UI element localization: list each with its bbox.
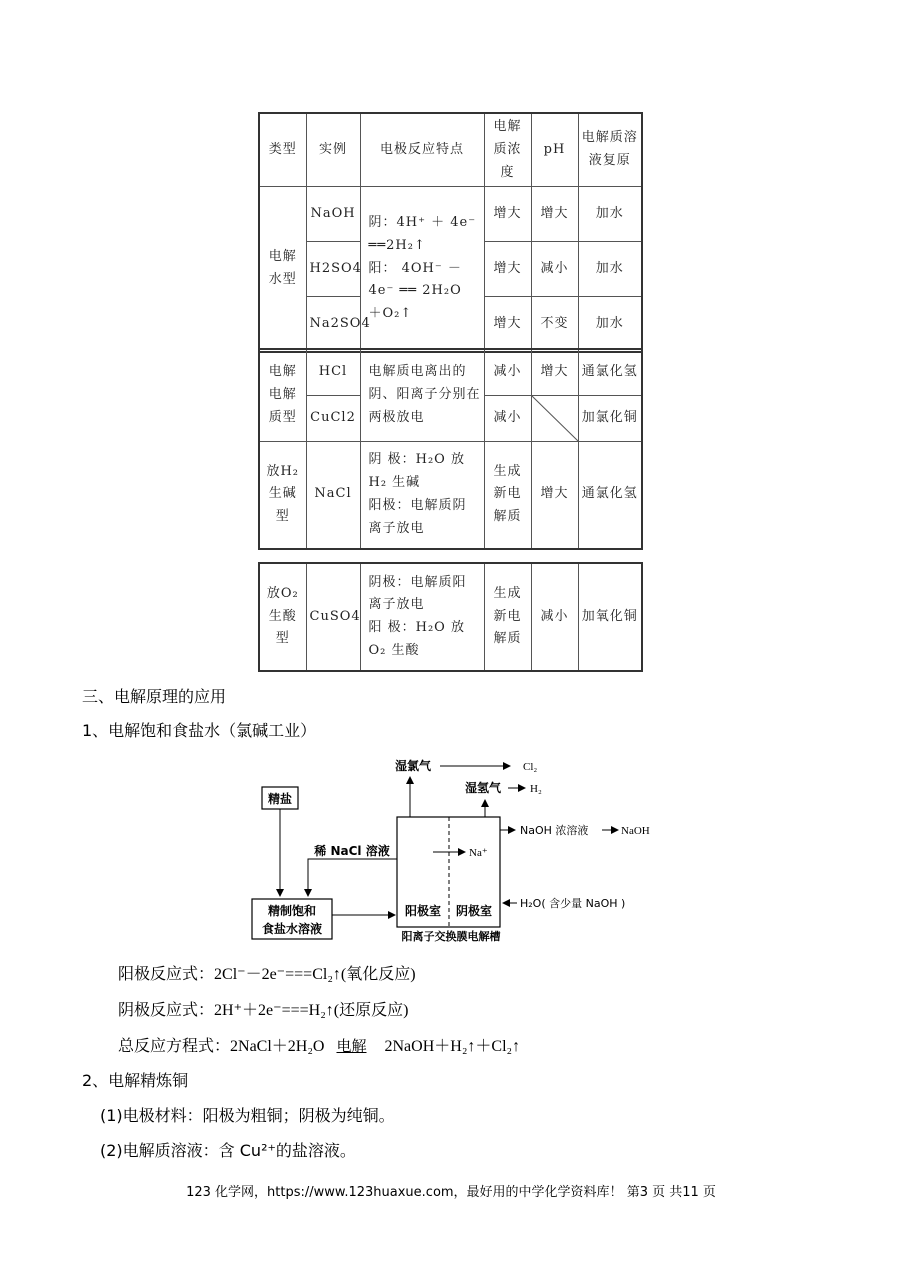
restore-cell: 通氯化氢 [578,349,642,395]
header-restore: 电解质溶液复原 [578,113,642,187]
reaction-line: ══2H₂↑ [368,237,426,253]
reaction-cell [360,441,484,549]
example-cell: Na2SO4 [306,297,360,352]
ph-cell: 不变 [531,297,578,352]
ph-cell: 增大 [531,441,578,549]
concentration-cell: 增大 [484,242,531,297]
reaction-cell: 电解质电离出的阴、阳离子分别在两极放电 [360,349,484,441]
dilute-return-line [308,859,397,896]
wet-cl2-label: 湿氯气 [395,759,432,773]
anode-room-label: 阳极室 [404,904,442,918]
na-ion-label: Na⁺ [469,847,488,859]
restore-cell: 通氯化氢 [578,441,642,549]
reaction-line: ＋O₂↑ [368,306,413,322]
reaction-line: 阳极：电解质阴 [368,497,467,513]
reaction-line: O₂ 生酸 [368,642,420,658]
reaction-line: 离子放电 [368,520,425,536]
type-cell: 放O₂生酸型 [259,563,306,671]
restore-cell: 加水 [578,297,642,352]
table-electrolysis-acid [258,562,643,672]
reaction-line: 离子放电 [368,597,425,613]
concentration-cell: 生成新电解质 [484,563,531,671]
reaction-line: 阳： 4OH⁻ － [368,260,462,276]
subsection-title-copper-refining: 2、电解精炼铜 [82,1071,189,1090]
dilute-label: 稀 NaCl 溶液 [314,844,390,858]
diagonal-line [532,396,579,442]
type-cell: 放H₂生碱型 [259,441,306,549]
reaction-line: 阴：4H⁺ ＋ 4e⁻ [368,215,477,231]
cathode-equation [118,997,408,1020]
brine-label-2: 食盐水溶液 [261,922,323,936]
reaction-line: H₂ 生碱 [368,475,421,490]
ph-cell-empty [531,395,578,441]
example-cell: NaOH [306,187,360,242]
anode-equation-label: 阳极反应式： [118,964,215,983]
type-cell: 电解水型 [259,187,306,352]
ph-cell: 增大 [531,349,578,395]
salt-label: 精盐 [267,792,293,806]
salt-box [262,787,298,809]
electrolyte-solution-item: (2)电解质溶液：含 Cu²⁺的盐溶液。 [100,1141,356,1160]
brine-label-1: 精制饱和 [267,904,317,918]
anode-equation [118,961,416,984]
concentration-cell: 减小 [484,349,531,395]
restore-cell: 加水 [578,187,642,242]
naoh-label: NaOH [621,825,650,837]
header-ph: pH [531,113,578,187]
total-equation [118,1033,520,1056]
cathode-room-label: 阴极室 [455,904,493,918]
header-example: 实例 [306,113,360,187]
ph-cell: 减小 [531,563,578,671]
page-footer: 123 化学网，https://www.123huaxue.com，最好用的中学化学资料库！ 第3 页 共11 页 [186,1185,716,1200]
concentration-cell: 减小 [484,395,531,441]
restore-cell: 加氧化铜 [578,563,642,671]
total-equation-label: 总反应方程式： [118,1036,231,1055]
naoh-conc-label: NaOH 浓溶液 [520,824,589,837]
wet-h2-label: 湿氢气 [465,781,502,795]
cathode-equation-label: 阴极反应式： [118,1000,215,1019]
concentration-cell: 生成新电解质 [484,441,531,549]
example-cell: H2SO4 [306,242,360,297]
electrolysis-cell [397,817,500,927]
total-equation-left: 2NaCl＋2H₂O [230,1038,325,1055]
reaction-cell [360,187,484,352]
reaction-line: 4e⁻ ══ 2H₂O [368,283,462,299]
table-electrolysis-water [258,112,643,353]
concentration-cell: 增大 [484,297,531,352]
ph-cell: 增大 [531,187,578,242]
h2-label: H₂ [530,783,542,795]
example-cell: HCl [306,349,360,395]
reaction-line: 阴 极：H₂O 放 [368,452,465,468]
cathode-equation-text: 2H⁺＋2e⁻===H₂↑(还原反应) [214,1002,409,1019]
restore-cell: 加氯化铜 [578,395,642,441]
table-electrolysis-electrolyte [258,348,643,550]
example-cell: CuCl2 [306,395,360,441]
reaction-cell [360,563,484,671]
chlor-alkali-diagram [240,752,680,947]
ph-cell: 减小 [531,242,578,297]
header-type: 类型 [259,113,306,187]
reaction-line: 阳 极：H₂O 放 [368,620,465,635]
diagram-caption: 阳离子交换膜电解槽 [401,930,501,943]
total-equation-condition: 电解 [336,1037,367,1055]
example-cell: NaCl [306,441,360,549]
example-cell: CuSO4 [306,563,360,671]
concentration-cell: 增大 [484,187,531,242]
brine-box [252,899,332,939]
section-title: 三、电解原理的应用 [82,687,227,706]
cl2-label: Cl₂ [523,761,538,773]
header-reaction: 电极反应特点 [360,113,484,187]
electrode-material-item: (1)电极材料：阳极为粗铜；阴极为纯铜。 [100,1106,395,1125]
total-equation-right: 2NaOH＋H₂↑＋Cl₂↑ [384,1038,521,1055]
restore-cell: 加水 [578,242,642,297]
reaction-line: 阴极：电解质阳 [368,574,467,590]
type-cell: 电解电解质型 [259,349,306,441]
anode-equation-text: 2Cl⁻－2e⁻===Cl₂↑(氧化反应) [214,966,416,983]
water-in-label: H₂O( 含少量 NaOH ) [520,897,626,910]
header-concentration: 电解质浓度 [484,113,531,187]
subsection-title-chlor-alkali: 1、电解饱和食盐水（氯碱工业） [82,721,317,740]
